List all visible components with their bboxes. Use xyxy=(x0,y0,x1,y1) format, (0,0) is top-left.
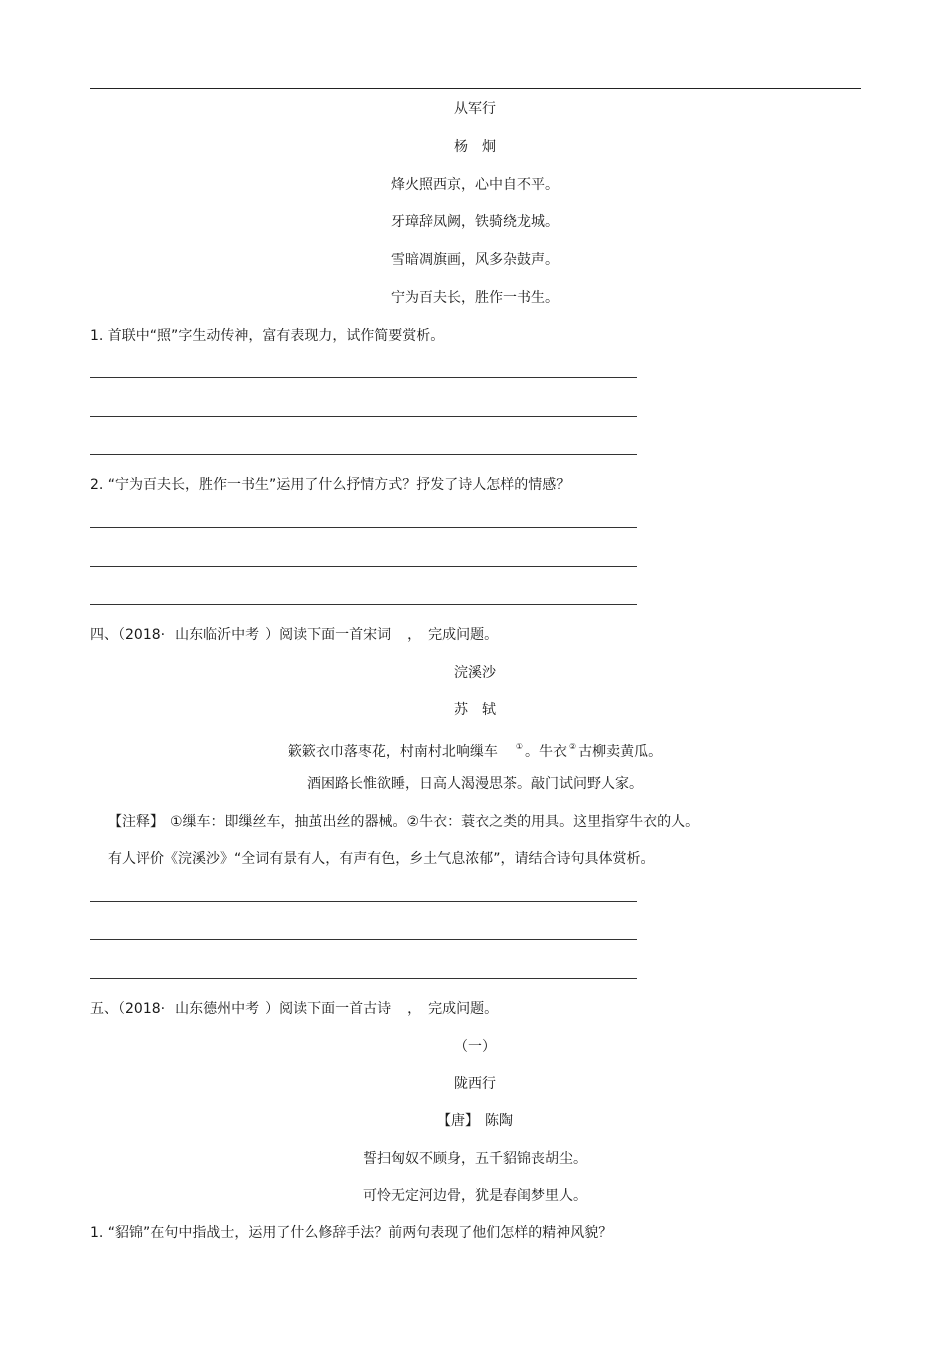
section5-heading-end: ， 完成问题。 xyxy=(407,1001,499,1017)
section4-line-2: 酒困路长惟欲睡，日高人渴漫思茶。敲门试问野人家。 xyxy=(307,776,643,792)
section5-line-1: 誓扫匈奴不顾身，五千貂锦丧胡尘。 xyxy=(363,1151,587,1167)
answer-line[interactable] xyxy=(90,416,637,417)
note-mark-2: ② xyxy=(569,742,577,751)
section5-title: 陇西行 xyxy=(454,1076,496,1092)
section4-author: 苏 轼 xyxy=(454,702,496,718)
section4-heading xyxy=(90,625,498,645)
section5-heading-prefix: 五、（2018· xyxy=(90,1001,166,1017)
note-mark-1: ① xyxy=(515,742,523,751)
section5-line-2: 可怜无定河边骨，犹是春闺梦里人。 xyxy=(363,1188,587,1204)
note-text: ①缫车：即缫丝车，抽茧出丝的器械。②牛衣：蓑衣之类的用具。这里指穿牛衣的人。 xyxy=(170,814,700,830)
section5-heading-source: 山东德州中考 xyxy=(175,1001,260,1017)
poem1-author: 杨 炯 xyxy=(454,139,496,155)
answer-line[interactable] xyxy=(90,978,637,979)
section5-heading-mid: ）阅读下面一首古诗 xyxy=(265,1001,392,1017)
poem1-question-2: 2. “宁为百夫长，胜作一书生”运用了什么抒情方式？抒发了诗人怎样的情感？ xyxy=(90,477,571,493)
section4-line-1-a: 簌簌衣巾落枣花，村南村北响缫车 xyxy=(287,744,498,760)
section5-dynasty: 【唐】 xyxy=(437,1113,479,1129)
answer-line[interactable] xyxy=(90,454,637,455)
section4-heading-end: ， 完成问题。 xyxy=(407,627,499,643)
section4-line-1 xyxy=(0,737,950,762)
section4-line-1-c: 古柳卖黄瓜。 xyxy=(578,744,663,760)
poem1-question-1: 1. 首联中“照”字生动传神，富有表现力，试作简要赏析。 xyxy=(90,328,445,344)
answer-line[interactable] xyxy=(90,939,637,940)
section5-question-1: 1. “貂锦”在句中指战士，运用了什么修辞手法？前两句表现了他们怎样的精神风貌？ xyxy=(90,1225,613,1241)
section4-heading-prefix: 四、（2018· xyxy=(90,627,166,643)
section5-heading xyxy=(90,999,498,1019)
poem1-title: 从军行 xyxy=(454,101,496,117)
section4-question: 有人评价《浣溪沙》“全词有景有人，有声有色，乡土气息浓郁”，请结合诗句具体赏析。 xyxy=(108,851,655,867)
poem1-line-1: 烽火照西京，心中自不平。 xyxy=(391,177,559,193)
top-rule xyxy=(90,88,861,89)
note-label: 【注释】 xyxy=(108,814,164,830)
section5-sub: （一） xyxy=(454,1039,496,1055)
poem1-line-4: 宁为百夫长，胜作一书生。 xyxy=(391,290,559,306)
poem1-line-2: 牙璋辞凤阙，铁骑绕龙城。 xyxy=(391,214,559,230)
poem1-line-3: 雪暗凋旗画，风多杂鼓声。 xyxy=(391,252,559,268)
answer-line[interactable] xyxy=(90,377,637,378)
section4-title: 浣溪沙 xyxy=(454,665,496,681)
section4-heading-source: 山东临沂中考 xyxy=(175,627,260,643)
answer-line[interactable] xyxy=(90,527,637,528)
answer-line[interactable] xyxy=(90,566,637,567)
section4-note xyxy=(108,812,699,832)
section5-author: 陈陶 xyxy=(485,1113,513,1129)
answer-line[interactable] xyxy=(90,604,637,605)
section4-heading-mid: ）阅读下面一首宋词 xyxy=(265,627,392,643)
section4-line-1-b: 。牛衣 xyxy=(525,744,567,760)
answer-line[interactable] xyxy=(90,901,637,902)
section5-byline xyxy=(0,1111,950,1131)
